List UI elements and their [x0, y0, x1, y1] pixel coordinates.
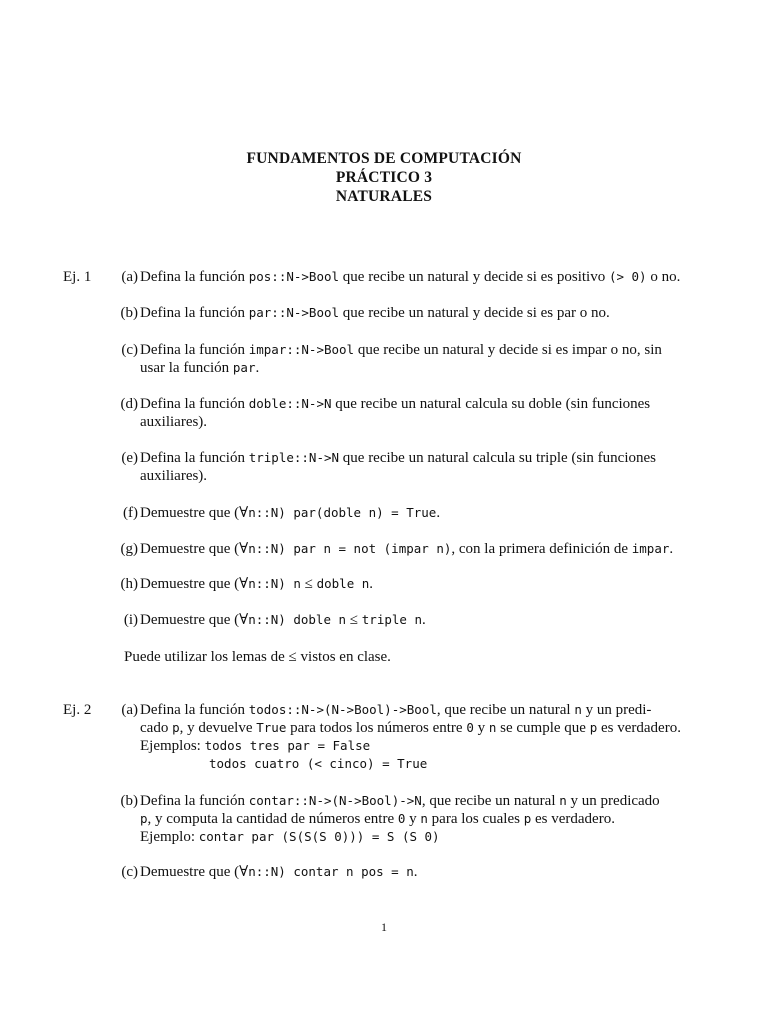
text: Defina la función	[140, 269, 249, 285]
text: Demuestre que (∀	[140, 612, 249, 628]
text: ≤	[346, 612, 362, 628]
text: usar la función	[140, 360, 233, 376]
item-letter: (d)	[120, 396, 138, 412]
code: (> 0)	[608, 269, 647, 284]
item-letter: (b)	[120, 793, 138, 809]
text: Demuestre que (∀	[140, 505, 249, 521]
text: Defina la función	[140, 450, 249, 466]
text: .	[421, 612, 426, 628]
code: impar::N->Bool	[248, 342, 355, 357]
text: .	[255, 360, 260, 376]
text: , que recibe un natural	[421, 793, 560, 809]
code: doble::N->N	[248, 396, 332, 411]
text: .	[436, 505, 441, 521]
code: 0	[397, 811, 406, 826]
code: n::N) contar n pos = n	[248, 864, 414, 879]
code: p	[589, 720, 598, 735]
item-letter: (i)	[123, 612, 138, 628]
document-title	[0, 149, 768, 206]
item-letter: (c)	[121, 864, 138, 880]
item-letter: (h)	[120, 576, 138, 592]
item-text	[140, 268, 712, 286]
item-letter: (a)	[121, 269, 138, 285]
code: n::N) n	[248, 576, 301, 591]
text: auxiliares).	[140, 414, 208, 430]
text: que recibe un natural calcula su triple (sin funciones	[339, 450, 656, 466]
text: que recibe un natural y decide si es par o no.	[339, 305, 610, 321]
code: doble n	[316, 576, 370, 591]
code: impar	[631, 541, 670, 556]
text: .	[669, 541, 674, 557]
text: Demuestre que (∀	[140, 576, 249, 592]
code: 0	[466, 720, 474, 735]
item-text	[140, 341, 712, 377]
text: que recibe un natural y decide si es impar o no, sin	[354, 342, 662, 358]
code: n::N) par n = not (impar n)	[248, 541, 452, 556]
code: p	[172, 720, 180, 735]
code-example: todos cuatro (< cinco) = True	[209, 756, 428, 771]
code: n::N) par(doble n) = True	[248, 505, 437, 520]
text: para todos los números entre	[286, 720, 467, 736]
text: se cumple que	[496, 720, 590, 736]
code: p	[523, 811, 532, 826]
code-example: todos tres par = False	[204, 738, 371, 753]
code-example: contar par (S(S(S 0))) = S (S 0)	[198, 829, 440, 844]
text: y	[473, 720, 489, 736]
code: n	[559, 793, 567, 808]
text: Ejemplos:	[140, 738, 205, 754]
text: Demuestre que (∀	[140, 541, 249, 557]
text: .	[369, 576, 374, 592]
text: es verdadero.	[531, 811, 615, 827]
code: n	[420, 811, 428, 826]
item-letter: (b)	[120, 305, 138, 321]
text: Defina la función	[140, 342, 249, 358]
code: n::N) doble n	[248, 612, 347, 627]
code: True	[256, 720, 287, 735]
text: , y computa la cantidad de números entre	[147, 811, 398, 827]
item-letter: (g)	[120, 541, 138, 557]
text: auxiliares).	[140, 468, 208, 484]
text: Ejemplo:	[140, 829, 199, 845]
text: o no.	[646, 269, 681, 285]
item-letter: (a)	[121, 702, 138, 718]
item-text	[140, 504, 712, 522]
code: triple::N->N	[248, 450, 340, 465]
exercise-label: Ej. 1	[63, 269, 92, 285]
text: .	[413, 864, 418, 880]
text: Defina la función	[140, 702, 249, 718]
item-text	[140, 611, 712, 629]
text: ≤	[300, 576, 317, 592]
text: que recibe un natural calcula su doble (sin funciones	[331, 396, 651, 412]
topic-title: NATURALES	[335, 188, 433, 205]
page-number: 1	[381, 920, 387, 934]
text: y	[405, 811, 421, 827]
code: n	[574, 702, 582, 717]
text: , con la primera definición de	[451, 541, 632, 557]
item-text	[140, 449, 712, 485]
code: triple n	[361, 612, 422, 627]
text: , que recibe un natural	[436, 702, 575, 718]
text: Defina la función	[140, 793, 249, 809]
code: p	[140, 811, 148, 826]
practice-title: PRÁCTICO 3	[335, 169, 433, 186]
code: n	[488, 720, 497, 735]
text: que recibe un natural y decide si es positivo	[339, 269, 609, 285]
item-letter: (e)	[121, 450, 138, 466]
exercise-label: Ej. 2	[63, 702, 92, 718]
course-title: FUNDAMENTOS DE COMPUTACIÓN	[246, 150, 522, 167]
item-letter: (c)	[121, 342, 138, 358]
item-text	[140, 792, 712, 846]
code: par::N->Bool	[248, 305, 340, 320]
item-text	[140, 701, 712, 773]
code: par	[232, 360, 256, 375]
code: contar::N->(N->Bool)->N	[248, 793, 422, 808]
text: Demuestre que (∀	[140, 864, 249, 880]
item-text	[140, 540, 712, 558]
item-letter: (f)	[123, 505, 138, 521]
text: y un predi-	[581, 702, 652, 718]
item-text	[140, 863, 712, 881]
code: todos::N->(N->Bool)->Bool	[248, 702, 437, 717]
text: Defina la función	[140, 305, 249, 321]
exercise-note: Puede utilizar los lemas de ≤ vistos en clase.	[124, 649, 391, 665]
text: , y devuelve	[179, 720, 257, 736]
text: y un predicado	[566, 793, 660, 809]
text: para los cuales	[427, 811, 524, 827]
item-text	[140, 575, 712, 593]
text: es verdadero.	[597, 720, 681, 736]
text: Defina la función	[140, 396, 249, 412]
text: cado	[140, 720, 173, 736]
item-text	[140, 395, 712, 431]
item-text	[140, 304, 712, 322]
code: pos::N->Bool	[248, 269, 340, 284]
